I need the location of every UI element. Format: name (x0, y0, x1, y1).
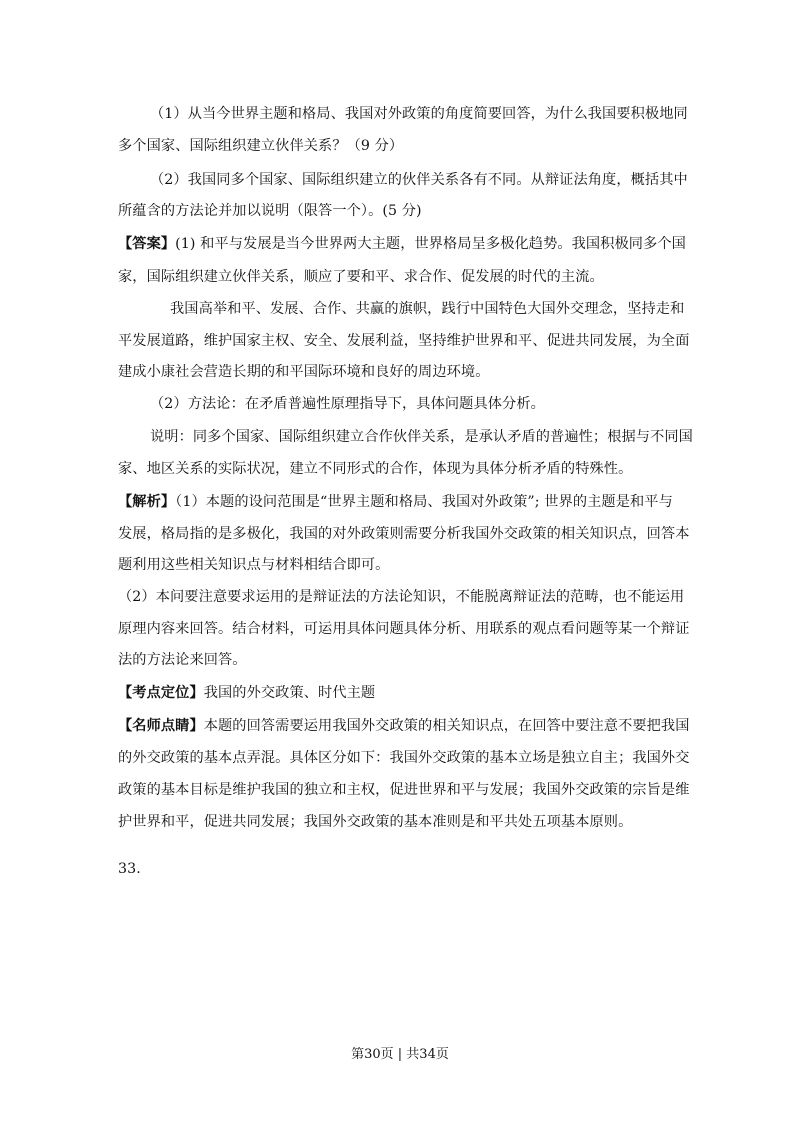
answer-line-6: （2）方法论：在矛盾普遍性原理指导下，具体问题具体分析。 (150, 396, 545, 412)
answer-line-5: 建成小康社会营造长期的和平国际环境和良好的周边环境。 (118, 364, 490, 380)
kaodian-tag: 【考点定位】 (118, 685, 204, 701)
next-question-number: 33. (118, 861, 141, 877)
answer-tag: 【答案】 (118, 236, 176, 252)
question-1-line-2: 多个国家、国际组织建立伙伴关系？（9 分） (118, 138, 404, 154)
mingshi-line-3: 政策的基本目标是维护我国的独立和主权，促进世界和平与发展；我国外交政策的宗旨是维 (118, 782, 690, 798)
analysis-line-6: 法的方法论来回答。 (118, 652, 247, 668)
analysis-line-2: 发展，格局指的是多极化，我国的对外政策则需要分析我国外交政策的相关知识点，回答本 (118, 526, 690, 542)
mingshi-line-1 (118, 716, 690, 736)
analysis-line-1 (118, 492, 673, 512)
answer-text-1: (1) 和平与发展是当今世界两大主题，世界格局呈多极化趋势。我国积极同多个国 (175, 236, 686, 252)
mingshi-line-2: 的外交政策的基本点弄混。具体区分如下：我国外交政策的基本立场是独立自主；我国外交 (118, 750, 690, 766)
analysis-line-4: （2）本问要注意要求运用的是辩证法的方法论知识，不能脱离辩证法的范畴，也不能运用 (118, 589, 685, 605)
answer-line-3: 我国高举和平、发展、合作、共赢的旗帜，践行中国特色大国外交理念，坚持走和 (170, 301, 685, 317)
answer-line-7: 说明：同多个国家、国际组织建立合作伙伴关系，是承认矛盾的普遍性；根据与不同国 (150, 429, 693, 445)
analysis-tag: 【解析】 (118, 494, 176, 510)
question-2-line-2: 所蕴含的方法论并加以说明（限答一个）。(5 分) (118, 203, 422, 219)
page-footer: 第30页 | 共34页 (351, 1047, 449, 1062)
answer-line-8: 家、地区关系的实际状况，建立不同形式的合作，体现为具体分析矛盾的特殊性。 (118, 461, 633, 477)
analysis-line-3: 题利用这些相关知识点与材料相结合即可。 (118, 557, 390, 573)
answer-line-4: 平发展道路，维护国家主权、安全、发展利益，坚持维护世界和平、促进共同发展，为全面 (118, 333, 690, 349)
kaodian-line (118, 683, 375, 703)
kaodian-text: 我国的外交政策、时代主题 (203, 685, 376, 701)
question-2-line-1: （2）我国同多个国家、国际组织建立的伙伴关系各有不同。从辩证法角度，概括其中 (150, 172, 688, 188)
answer-line-1 (118, 234, 686, 254)
mingshi-tag: 【名师点睛】 (118, 718, 204, 734)
mingshi-line-4: 护世界和平，促进共同发展；我国外交政策的基本准则是和平共处五项基本原则。 (118, 814, 633, 830)
analysis-text-1: （1）本题的设问范围是“世界主题和格局、我国对外政策”; 世界的主题是和平与 (175, 494, 673, 510)
question-1-line-1: （1）从当今世界主题和格局、我国对外政策的角度简要回答，为什么我国要积极地同 (150, 106, 688, 122)
analysis-line-5: 原理内容来回答。结合材料，可运用具体问题具体分析、用联系的观点看问题等某一个辩证 (118, 621, 690, 637)
mingshi-text-1: 本题的回答需要运用我国外交政策的相关知识点，在回答中要注意不要把我国 (203, 718, 690, 734)
answer-line-2: 家，国际组织建立伙伴关系，顺应了要和平、求合作、促发展的时代的主流。 (118, 269, 604, 285)
